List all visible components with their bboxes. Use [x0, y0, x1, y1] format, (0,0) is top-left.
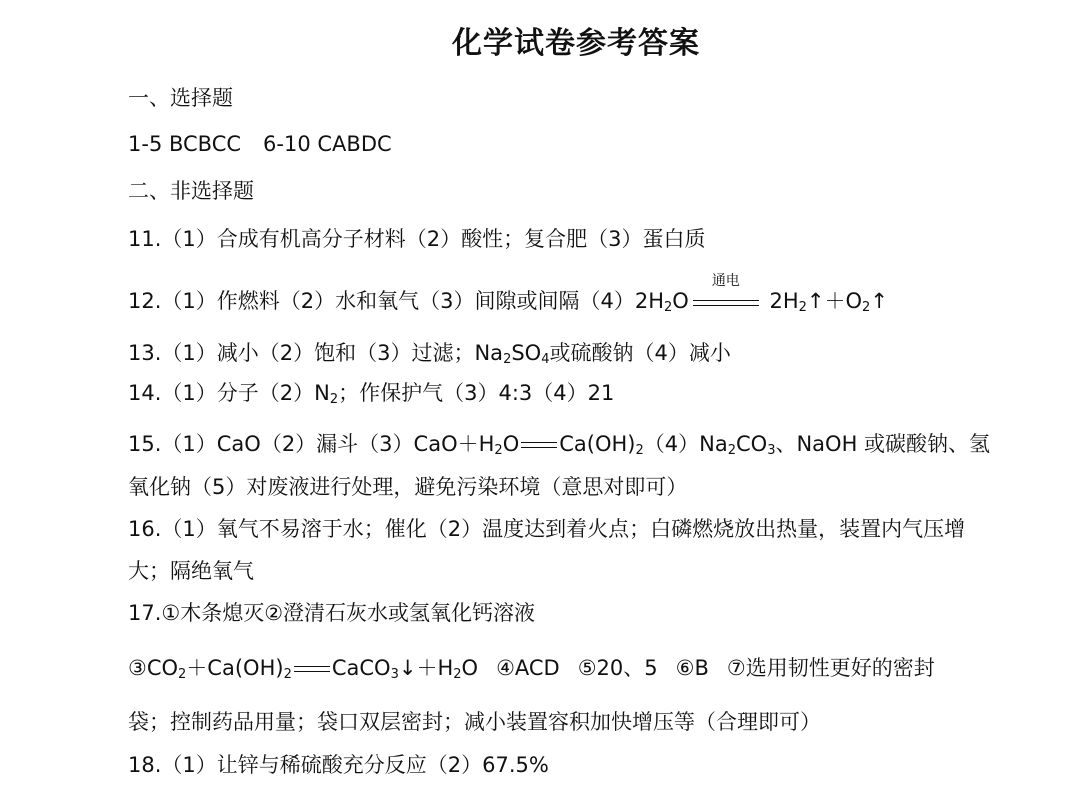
equals-sign	[693, 300, 759, 306]
choice-answers-6-10: 6-10 CABDC	[263, 132, 392, 156]
answer-q13: 13.（1）减小（2）饱和（3）过滤；$Na_2SO_4$或硫酸钠（4）减小	[128, 341, 731, 367]
reaction-condition: 通电	[711, 273, 740, 289]
reaction-condition-equals	[691, 273, 761, 315]
equals-sign	[521, 430, 557, 458]
choice-answers	[128, 130, 392, 158]
answer-q15-line2: 氧化钠（5）对废液进行处理，避免污染环境（意思对即可）	[128, 475, 688, 499]
choice-answers-1-5: 1-5 BCBCC	[128, 132, 242, 156]
equals-sign	[294, 654, 330, 682]
answer-q16-line1: 16.（1）氧气不易溶于水；催化（2）温度达到着火点；白磷燃烧放出热量，装置内气压增	[128, 517, 966, 541]
answer-q11: 11.（1）合成有机高分子材料（2）酸性；复合肥（3）蛋白质	[128, 227, 706, 251]
answer-q17-line3: 袋；控制药品用量；袋口双层密封；减小装置容积加快增压等（合理即可）	[128, 710, 821, 734]
page-title: 化学试卷参考答案	[452, 26, 700, 61]
answer-q16-line2: 大；隔绝氧气	[128, 559, 254, 583]
answer-q17-line2: $③CO_2+Ca(OH)_2$ $CaCO_3↓+H_2O$ ④ACD ⑤20、5 ⑥B ⑦选用韧性更好的密封	[128, 656, 935, 682]
section-heading-choice: 一、选择题	[128, 86, 233, 110]
answer-q14: 14.（1）分子$(2)N_2$；作保护气（3）4:3（4）21	[128, 381, 615, 407]
answer-q12: 12.（1）作燃料（2）水和氧气（3）间隙或间隔$(4)2H_2O$ 通电 $2H_2↑+O_2↑$	[128, 273, 888, 315]
answer-q18: 18.（1）让锌与稀硫酸充分反应（2）67.5%	[128, 753, 549, 777]
section-heading-nonchoice: 二、非选择题	[128, 179, 254, 203]
answer-q15-line1: 15.（1）CaO（2）漏斗$(3)CaO+H_2O$ $Ca(OH)_2(4)Na_2CO_3$、NaOH 或碳酸钠、氢	[128, 432, 991, 458]
answer-q17-line1: 17.①木条熄灭②澄清石灰水或氢氧化钙溶液	[128, 601, 536, 625]
